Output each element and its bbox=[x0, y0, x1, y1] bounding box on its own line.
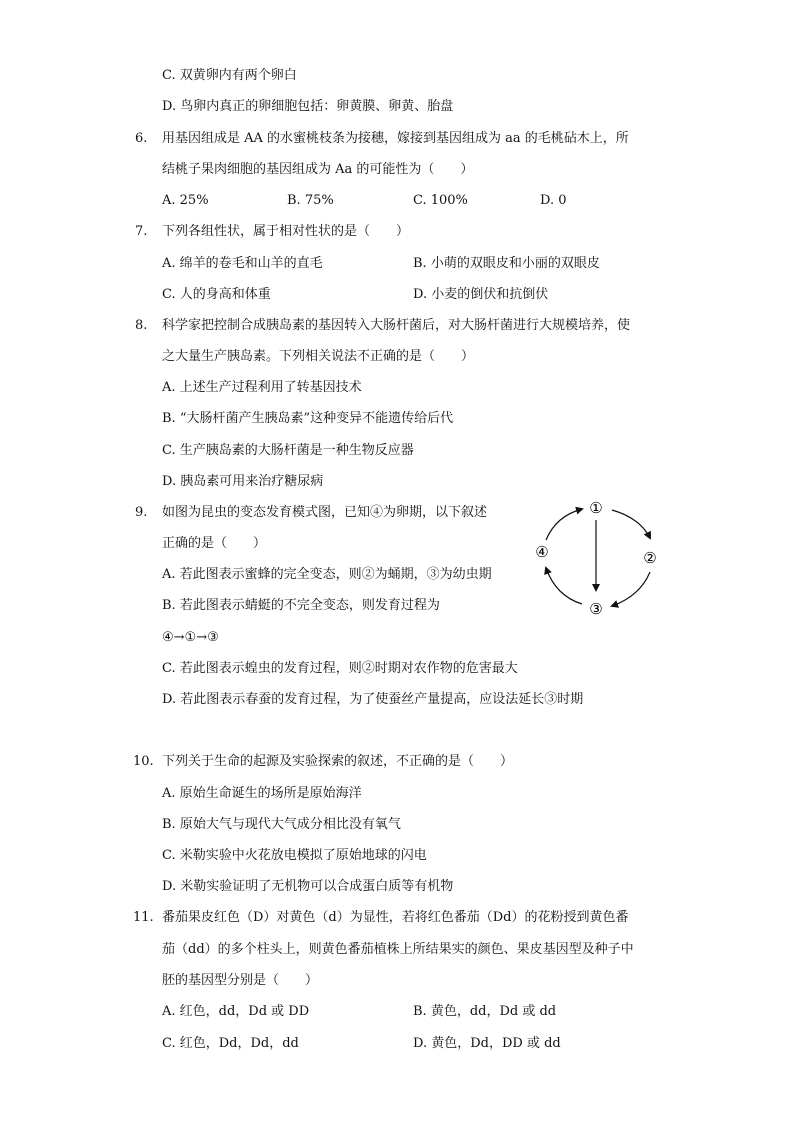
q9-stem-line1: 如图为昆虫的变态发育模式图，已知④为卵期，以下叙述 bbox=[162, 505, 488, 520]
q7-stem-line1: 下列各组性状，属于相对性状的是（ ） bbox=[162, 224, 410, 239]
q8-number: 8. bbox=[135, 318, 148, 333]
arrow-1-to-2 bbox=[612, 510, 650, 538]
q6-number: 6. bbox=[135, 131, 148, 146]
q11-stem-line2: 茄（dd）的多个柱头上，则黄色番茄植株上所结果实的颜色、果皮基因型及种子中 bbox=[162, 942, 634, 957]
q11-stem-line1: 番茄果皮红色（D）对黄色（d）为显性，若将红色番茄（Dd）的花粉授到黄色番 bbox=[162, 910, 629, 925]
q7-option-a: A. 绵羊的卷毛和山羊的直毛 bbox=[162, 256, 323, 271]
q7-option-c: C. 人的身高和体重 bbox=[162, 287, 271, 302]
q8-option-b: B. “大肠杆菌产生胰岛素”这种变异不能遗传给后代 bbox=[162, 411, 454, 426]
q11-option-a: A. 红色，dd，Dd 或 DD bbox=[162, 1004, 310, 1019]
node-2-label: ② bbox=[643, 549, 657, 567]
q9-option-c: C. 若此图表示蝗虫的发育过程，则②时期对农作物的危害最大 bbox=[162, 661, 518, 676]
arrow-2-to-3 bbox=[612, 572, 650, 606]
q10-option-a: A. 原始生命诞生的场所是原始海洋 bbox=[162, 786, 362, 801]
q8-stem-line1: 科学家把控制合成胰岛素的基因转入大肠杆菌后，对大肠杆菌进行大规模培养，使 bbox=[162, 318, 631, 333]
q10-stem-line1: 下列关于生命的起源及实验探索的叙述，不正确的是（ ） bbox=[162, 754, 514, 769]
q7-number: 7. bbox=[135, 224, 148, 239]
q9-option-b-line1: B. 若此图表示蜻蜓的不完全变态，则发育过程为 bbox=[162, 598, 440, 613]
q6-option-d: D. 0 bbox=[540, 193, 567, 208]
q9-option-d: D. 若此图表示春蚕的发育过程，为了使蚕丝产量提高，应设法延长③时期 bbox=[162, 692, 584, 707]
q9-number: 9. bbox=[135, 505, 148, 520]
q8-option-c: C. 生产胰岛素的大肠杆菌是一种生物反应器 bbox=[162, 443, 414, 458]
node-3-label: ③ bbox=[589, 600, 603, 618]
q9-stem-line2: 正确的是（ ） bbox=[162, 536, 267, 551]
metamorphosis-cycle-diagram bbox=[526, 496, 666, 622]
q11-option-c: C. 红色，Dd，Dd，dd bbox=[162, 1036, 299, 1051]
q6-stem-line1: 用基因组成是 AA 的水蜜桃枝条为接穗，嫁接到基因组成为 aa 的毛桃砧木上，所 bbox=[162, 131, 629, 146]
q5-option-c: C. 双黄卵内有两个卵白 bbox=[162, 68, 297, 83]
q8-option-d: D. 胰岛素可用来治疗糖尿病 bbox=[162, 474, 324, 489]
arrow-4-to-1 bbox=[546, 509, 582, 540]
q6-option-b: B. 75% bbox=[287, 193, 334, 208]
q11-option-d: D. 黄色，Dd，DD 或 dd bbox=[413, 1036, 561, 1051]
q6-option-c: C. 100% bbox=[413, 193, 468, 208]
q7-option-d: D. 小麦的倒伏和抗倒伏 bbox=[413, 287, 549, 302]
q11-stem-line3: 胚的基因型分别是（ ） bbox=[162, 973, 319, 988]
q9-option-a: A. 若此图表示蜜蜂的完全变态，则②为蛹期，③为幼虫期 bbox=[162, 567, 492, 582]
node-1-label: ① bbox=[589, 499, 603, 517]
q9-option-b-line2: ④→①→③ bbox=[162, 630, 219, 645]
q10-option-c: C. 米勒实验中火花放电模拟了原始地球的闪电 bbox=[162, 848, 427, 863]
q10-option-d: D. 米勒实验证明了无机物可以合成蛋白质等有机物 bbox=[162, 879, 454, 894]
node-4-label: ④ bbox=[535, 543, 549, 561]
q6-stem-line2: 结桃子果肉细胞的基因组成为 Aa 的可能性为（ ） bbox=[162, 162, 474, 177]
q10-option-b: B. 原始大气与现代大气成分相比没有氧气 bbox=[162, 817, 401, 832]
q8-stem-line2: 之大量生产胰岛素。下列相关说法不正确的是（ ） bbox=[162, 349, 475, 364]
arrow-3-to-4 bbox=[546, 568, 582, 604]
q8-option-a: A. 上述生产过程利用了转基因技术 bbox=[162, 380, 362, 395]
q11-option-b: B. 黄色，dd，Dd 或 dd bbox=[413, 1004, 557, 1019]
q10-number: 10. bbox=[133, 754, 154, 769]
q5-option-d: D. 鸟卵内真正的卵细胞包括：卵黄膜、卵黄、胎盘 bbox=[162, 99, 454, 114]
q11-number: 11. bbox=[133, 910, 154, 925]
q7-option-b: B. 小萌的双眼皮和小丽的双眼皮 bbox=[413, 256, 600, 271]
q6-option-a: A. 25% bbox=[162, 193, 209, 208]
